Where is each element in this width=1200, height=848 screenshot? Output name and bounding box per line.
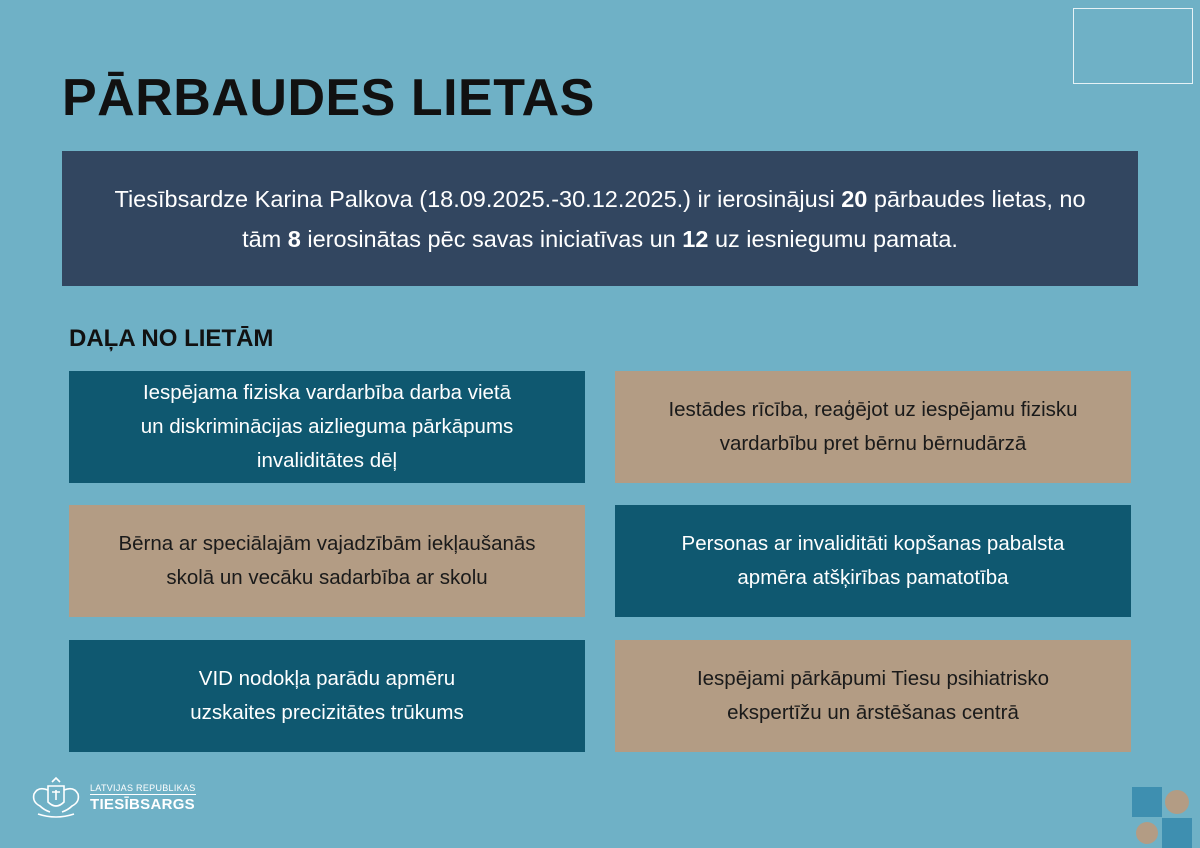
summary-text — [102, 179, 1098, 259]
summary-text-part1: Tiesībsardze Karina Palkova (18.09.2025.-30.12.2025.) ir ierosinājusi — [114, 185, 842, 212]
case-card-text: Personas ar invaliditāti kopšanas pabalsta apmēra atšķirības pamatotība — [681, 532, 1065, 589]
decorative-square — [1162, 818, 1192, 848]
decorative-circle — [1136, 822, 1158, 844]
initiative-count: 8 — [287, 225, 301, 252]
case-card-text: VID nodokļa parādu apmēru uzskaites precizitātes trūkums — [190, 667, 464, 724]
logo-small-text: LATVIJAS REPUBLIKAS — [90, 783, 196, 793]
case-card-5 — [69, 640, 585, 752]
logo-big-text: TIESĪBSARGS — [90, 796, 195, 813]
case-card-4 — [615, 505, 1131, 617]
total-count: 20 — [841, 185, 868, 212]
summary-text-part3: ierosinātas pēc savas iniciatīvas un — [300, 225, 683, 252]
summary-text-part4: uz iesniegumu pamata. — [708, 225, 958, 252]
case-card-2 — [615, 371, 1131, 483]
case-card-6 — [615, 640, 1131, 752]
case-card-text: Iestādes rīcība, reaģējot uz iespējamu fizisku vardarbību pret bērnu bērnudārzā — [668, 398, 1078, 455]
decorative-square — [1132, 787, 1162, 817]
summary-text-part2: pārbaudes lietas, no tām — [242, 185, 1086, 252]
section-label: DAĻA NO LIETĀM — [69, 325, 274, 352]
case-card-3 — [69, 505, 585, 617]
decorative-circle — [1165, 790, 1189, 814]
submission-count: 12 — [682, 225, 709, 252]
case-card-text: Iespējami pārkāpumi Tiesu psihiatrisko ekspertīžu un ārstēšanas centrā — [696, 667, 1050, 724]
page-title: PĀRBAUDES LIETAS — [62, 69, 595, 127]
tiesibsargs-logo — [28, 776, 196, 820]
case-card-1 — [69, 371, 585, 483]
case-card-text: Bērna ar speciālajām vajadzībām iekļaušanās skolā un vecāku sadarbība ar skolu — [118, 532, 536, 589]
corner-decorative-frame — [1073, 8, 1193, 84]
summary-box — [62, 151, 1138, 286]
case-card-text: Iespējama fiziska vardarbība darba vietā un diskriminācijas aizlieguma pārkāpums invaliditātes dēļ — [140, 381, 514, 472]
coat-of-arms-icon — [28, 776, 84, 820]
